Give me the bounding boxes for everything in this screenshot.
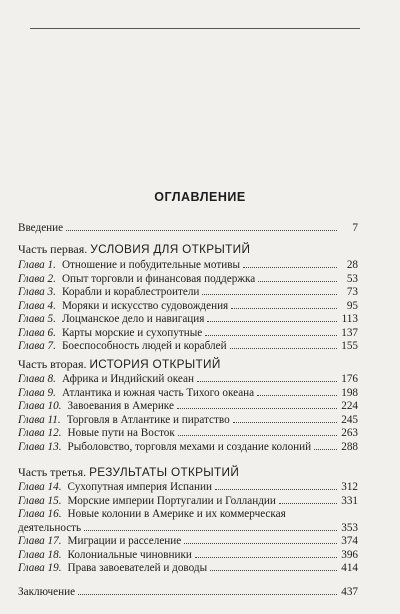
leader-dots <box>231 308 337 309</box>
leader-dots <box>84 530 337 531</box>
entry-text: Миграции и расселение <box>67 535 182 547</box>
toc-entry-chapter-5[interactable] <box>18 313 358 325</box>
page-number: 263 <box>341 427 358 439</box>
leader-dots <box>178 435 337 436</box>
page-number: 312 <box>341 481 358 493</box>
leader-dots <box>197 381 337 382</box>
toc-entry-chapter-6[interactable] <box>18 327 358 339</box>
entry-text: Африка и Индийский океан <box>61 373 194 385</box>
leader-dots <box>279 503 337 504</box>
chapter-label: Глава 15. <box>18 494 62 507</box>
entry-text: Колониальные чиновники <box>67 548 192 561</box>
toc-entry-conclusion[interactable] <box>18 586 358 598</box>
entry-text: Новые колонии в Америке и их коммерческая <box>67 508 286 520</box>
entry-text: Боеспособность людей и кораблей <box>61 340 227 352</box>
part-title: ИСТОРИЯ ОТКРЫТИЙ <box>89 357 221 371</box>
entry-text: Атлантика и южная часть Тихого океана <box>61 386 255 399</box>
leader-dots <box>314 449 337 450</box>
entry-text: Сухопутная империя Испании <box>67 481 212 493</box>
toc-entry-chapter-12[interactable] <box>18 427 358 439</box>
leader-dots <box>215 489 337 490</box>
page-number: 245 <box>341 413 358 426</box>
entry-text-continuation: деятельность <box>18 521 82 534</box>
entry-text: Карты морские и сухопутные <box>61 326 203 339</box>
toc-entry-chapter-19[interactable] <box>18 562 358 574</box>
leader-dots <box>257 395 337 396</box>
page-number: 7 <box>352 222 358 234</box>
entry-text: Рыболовство, торговля мехами и создание колоний <box>67 440 312 453</box>
chapter-label: Глава 5. <box>18 313 56 325</box>
chapter-label: Глава 19. <box>18 562 62 574</box>
entry-text: Новые пути на Восток <box>67 427 175 439</box>
toc-entry-chapter-9[interactable] <box>18 387 358 399</box>
toc-entry-chapter-7[interactable] <box>18 340 358 352</box>
page-number: 28 <box>346 259 358 271</box>
leader-dots <box>210 570 337 571</box>
toc-title: ОГЛАВЛЕНИЕ <box>154 190 246 204</box>
chapter-label: Глава 11. <box>18 413 61 426</box>
toc-entry-chapter-2[interactable] <box>18 273 358 285</box>
toc-entry-chapter-13[interactable] <box>18 441 358 453</box>
leader-dots <box>258 281 337 282</box>
part-prefix: Часть третья. <box>18 465 87 479</box>
entry-text: Моряки и искусство судовождения <box>61 299 229 312</box>
entry-text: Отношение и побудительные мотивы <box>61 259 241 271</box>
toc-entry-chapter-16-continuation[interactable] <box>18 522 358 534</box>
chapter-label: Глава 13. <box>18 440 62 453</box>
entry-text: Морские империи Португалии и Голландии <box>67 494 276 507</box>
page-number: 224 <box>341 400 358 412</box>
part-heading-2 <box>18 357 358 372</box>
page-number: 155 <box>341 340 358 352</box>
page-number: 137 <box>341 326 358 339</box>
page-number: 437 <box>341 586 358 598</box>
chapter-label: Глава 17. <box>18 535 62 547</box>
toc-entry-chapter-16[interactable] <box>18 508 358 520</box>
chapter-label: Глава 18. <box>18 548 62 561</box>
chapter-label: Глава 10. <box>18 400 62 412</box>
page-number: 374 <box>341 535 358 547</box>
leader-dots <box>233 422 337 423</box>
page-number: 353 <box>341 521 358 534</box>
chapter-label: Глава 2. <box>18 272 56 285</box>
page-number: 53 <box>346 272 358 285</box>
chapter-label: Глава 4. <box>18 299 56 312</box>
leader-dots <box>243 267 337 268</box>
toc-entry-intro[interactable] <box>18 222 358 234</box>
entry-text: Корабли и кораблестроители <box>61 286 200 298</box>
toc-entry-chapter-14[interactable] <box>18 481 358 493</box>
toc-entry-chapter-17[interactable] <box>18 535 358 547</box>
toc-entry-chapter-10[interactable] <box>18 400 358 412</box>
part-heading-1 <box>18 242 358 257</box>
leader-dots <box>230 348 337 349</box>
part-title: УСЛОВИЯ ДЛЯ ОТКРЫТИЙ <box>90 242 251 256</box>
entry-text: Введение <box>18 222 64 234</box>
toc-entry-chapter-18[interactable] <box>18 549 358 561</box>
part-prefix: Часть первая. <box>18 242 88 256</box>
toc-entry-chapter-11[interactable] <box>18 414 358 426</box>
entry-text: Лоцманское дело и навигация <box>61 313 205 325</box>
chapter-label: Глава 14. <box>18 481 62 493</box>
entry-text: Опыт торговли и финансовая поддержка <box>61 272 256 285</box>
part-heading-3 <box>18 465 358 480</box>
page-number: 73 <box>346 286 358 298</box>
entry-text: Заключение <box>18 586 76 598</box>
leader-dots <box>202 294 337 295</box>
chapter-label: Глава 8. <box>18 373 56 385</box>
leader-dots <box>66 230 337 231</box>
leader-dots <box>205 335 337 336</box>
page-number: 396 <box>341 548 358 561</box>
toc-entry-chapter-8[interactable] <box>18 373 358 385</box>
page-number: 288 <box>341 440 358 453</box>
part-prefix: Часть вторая. <box>18 357 87 371</box>
page-number: 198 <box>341 386 358 399</box>
page-number: 113 <box>341 313 358 325</box>
leader-dots <box>184 543 337 544</box>
entry-text: Завоевания в Америке <box>67 400 174 412</box>
toc-entry-chapter-15[interactable] <box>18 495 358 507</box>
toc-entry-chapter-1[interactable] <box>18 259 358 271</box>
toc-entry-chapter-4[interactable] <box>18 300 358 312</box>
entry-text: Права завоевателей и доводы <box>67 562 208 574</box>
chapter-label: Глава 7. <box>18 340 56 352</box>
chapter-label: Глава 16. <box>18 508 62 520</box>
part-title: РЕЗУЛЬТАТЫ ОТКРЫТИЙ <box>89 465 240 479</box>
chapter-label: Глава 1. <box>18 259 56 271</box>
chapter-label: Глава 12. <box>18 427 62 439</box>
chapter-label: Глава 6. <box>18 326 56 339</box>
leader-dots <box>78 594 337 595</box>
toc-entry-chapter-3[interactable] <box>18 286 358 298</box>
page-number: 414 <box>341 562 358 574</box>
page-number: 331 <box>341 494 358 507</box>
page-number: 176 <box>341 373 358 385</box>
leader-dots <box>195 557 337 558</box>
leader-dots <box>207 321 337 322</box>
leader-dots <box>177 408 337 409</box>
chapter-label: Глава 3. <box>18 286 56 298</box>
entry-text: Торговля в Атлантике и пиратство <box>66 413 230 426</box>
header-rule <box>30 28 360 29</box>
chapter-label: Глава 9. <box>18 386 56 399</box>
page-number: 95 <box>346 299 358 312</box>
